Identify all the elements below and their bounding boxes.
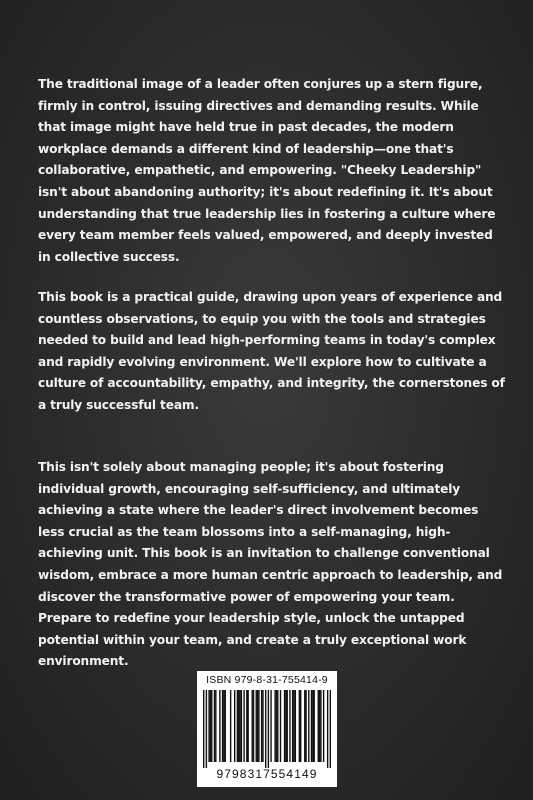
barcode-bar — [270, 690, 271, 762]
barcode-bar — [252, 690, 253, 762]
barcode-bar — [211, 690, 212, 762]
barcode-bar — [323, 690, 324, 762]
barcode-bar — [274, 690, 275, 762]
barcode-bar — [265, 690, 266, 768]
barcode-bar — [210, 690, 211, 762]
barcode-bar — [319, 690, 320, 762]
barcode-bar — [222, 690, 223, 762]
barcode-bar — [318, 690, 319, 762]
barcode-bar — [320, 690, 321, 762]
barcode-bar — [312, 690, 313, 762]
barcode-bar — [311, 690, 312, 762]
barcode-bar — [253, 690, 254, 762]
blurb-paragraph-3: This isn't solely about managing people; it's about fostering individual growth, encouraging self-sufficiency, and ultimately achieving a state where the leader's direct involvement becomes less crucial as the team blossoms into a self-managing, high-achieving unit. This book is an invitation to challenge conventional wisdom, embrace a more human centric approach to leadership, and discover the transformative power of empowering your team. Prepare to redefine your leadership style, unlock the untapped potential within your team, and create a truly exceptional work environment. — [38, 460, 503, 669]
barcode-bar — [246, 690, 247, 762]
barcode-bar — [258, 690, 259, 762]
blurb-paragraph-1: The traditional image of a leader often conjures up a stern figure, firmly in control, issuing directives and demanding results. While that image might have held true in past decades, the modern workplace demands a different kind of leadership—one that's collaborative, empathetic, and empowering. "Cheeky Leadership" isn't about abandoning authority; it's about redefining it. It's about understanding that true leadership lies in fostering a culture where every team member feels valued, empowered, and deeply invested in collective success. — [38, 77, 496, 264]
barcode-bar — [241, 690, 242, 762]
barcode-bar — [289, 690, 290, 762]
barcode-bar — [239, 690, 240, 762]
barcode-bar — [203, 690, 204, 768]
ean-digits: 9798317554149 — [216, 767, 318, 781]
barcode-bar — [327, 690, 328, 768]
barcode-bar — [313, 690, 314, 762]
barcode-bar — [247, 690, 248, 762]
barcode-bar — [308, 690, 309, 762]
barcode-bar — [330, 690, 331, 768]
barcode-bar — [208, 690, 209, 762]
barcode-bar — [223, 690, 224, 762]
barcode-bar — [230, 690, 231, 762]
blurb-paragraph-2: This book is a practical guide, drawing upon years of experience and countless observations, to equip you with the tools and strategies needed to build and lead high-performing teams in today's complex and rapidly evolving environment. We'll explore how to cultivate a culture of accountability, empathy, and integrity, the cornerstones of a truly successful team. — [38, 290, 505, 412]
barcode-bar — [214, 690, 215, 762]
barcode-bar — [280, 690, 281, 762]
barcode-bar — [215, 690, 216, 762]
barcode-bar — [257, 690, 258, 762]
barcode-bar — [225, 690, 226, 762]
barcode-bar — [293, 690, 294, 762]
barcode-bar — [262, 690, 263, 762]
barcode-bar — [261, 690, 262, 762]
barcode-bar — [284, 690, 285, 762]
barcode-bar — [295, 690, 296, 762]
barcode-bar — [219, 690, 220, 762]
barcode-bar — [243, 690, 244, 762]
barcode-bar — [304, 690, 305, 762]
barcode-bars — [203, 690, 331, 768]
barcode-bar — [300, 690, 301, 762]
barcode-bar — [256, 690, 257, 762]
barcode-bar — [285, 690, 286, 762]
barcode-bar — [238, 690, 239, 762]
barcode-bar — [268, 690, 269, 768]
barcode-bar — [234, 690, 235, 762]
barcode-bar — [299, 690, 300, 762]
barcode-bar — [287, 690, 288, 762]
barcode-bar — [237, 690, 238, 762]
barcode-bar — [277, 690, 278, 762]
barcode-bar — [292, 690, 293, 762]
isbn-label: ISBN 979-8-31-755414-9 — [206, 674, 328, 686]
barcode-bar — [276, 690, 277, 762]
barcode-bar — [206, 690, 207, 768]
barcode-bar — [305, 690, 306, 762]
isbn-barcode — [197, 671, 337, 787]
